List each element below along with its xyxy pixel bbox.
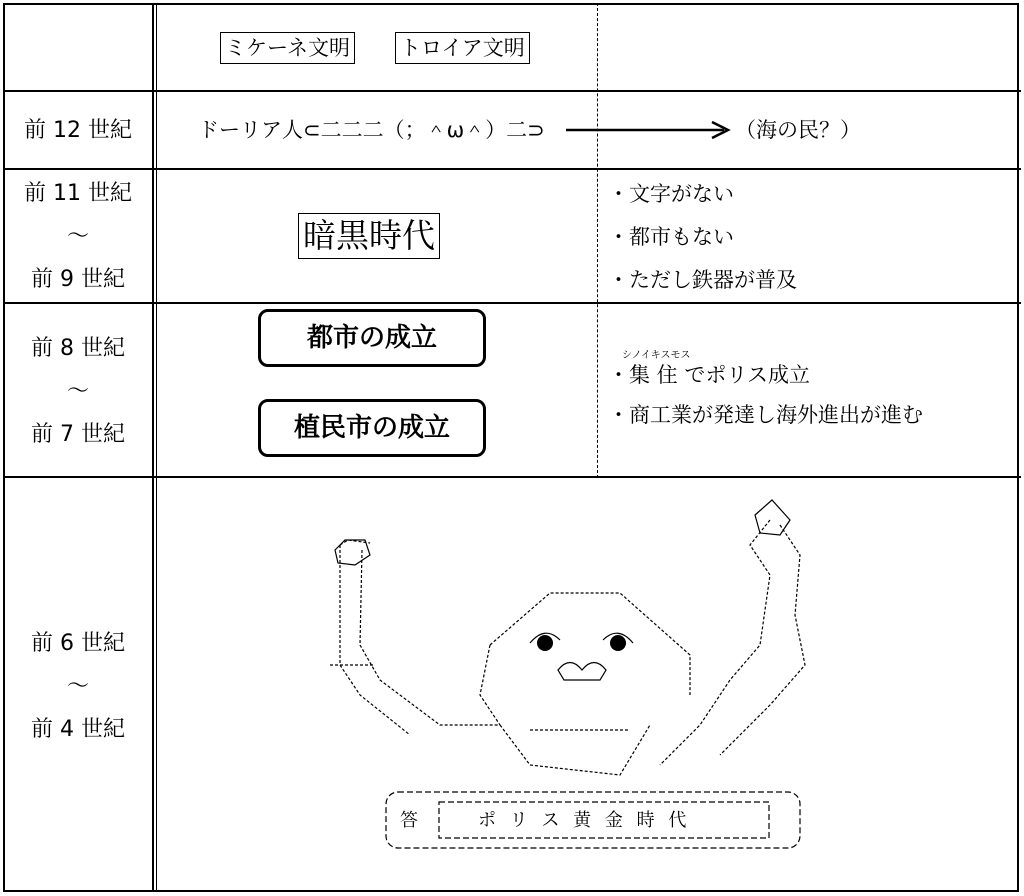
era-tilde: ～ bbox=[66, 379, 89, 404]
dark-age-note-3: ・ただし鉄器が普及 bbox=[608, 268, 797, 292]
cheering-character-art bbox=[300, 495, 860, 795]
polis-formation-text: でポリス成立 bbox=[684, 363, 810, 387]
migration-arrow bbox=[566, 120, 736, 140]
era-label-6c: 前 6 世紀 bbox=[31, 631, 125, 656]
era-label-11c: 前 11 世紀 bbox=[24, 181, 132, 206]
dark-age-note-2: ・都市もない bbox=[608, 225, 734, 249]
row-divider-1 bbox=[3, 90, 1021, 92]
commerce-note: ・商工業が発達し海外進出が進む bbox=[608, 403, 923, 427]
dorian-invasion-text: ドーリア人⊂二二二（；＾ω＾）二⊃ bbox=[198, 118, 545, 142]
synoecism-kanji: 集 住 bbox=[629, 363, 678, 387]
synoecism-note bbox=[608, 362, 810, 388]
colony-formation-box: 植民市の成立 bbox=[258, 399, 486, 457]
banner-label: 答 bbox=[400, 810, 418, 831]
banner-text: ポ リ ス 黄 金 時 代 bbox=[478, 810, 691, 831]
row-divider-2 bbox=[3, 168, 1021, 170]
troy-label: トロイア文明 bbox=[395, 32, 530, 64]
notes-column-divider bbox=[597, 3, 598, 478]
synoecism-ruby: シノイキスモス bbox=[622, 350, 691, 361]
era-label-4c: 前 4 世紀 bbox=[31, 717, 125, 742]
city-formation-box: 都市の成立 bbox=[258, 309, 486, 367]
era-column-divider-inner bbox=[156, 3, 157, 892]
dark-age-title: 暗黒時代 bbox=[298, 213, 440, 259]
era-tilde: ～ bbox=[66, 674, 89, 699]
era-tilde: ～ bbox=[66, 224, 89, 249]
right-eye-icon bbox=[610, 635, 626, 651]
era-label-12c: 前 12 世紀 bbox=[24, 118, 132, 143]
era-label-8c: 前 8 世紀 bbox=[31, 336, 125, 361]
sea-people-text: （海の民？） bbox=[735, 118, 861, 142]
mycenae-label: ミケーネ文明 bbox=[220, 32, 355, 64]
row-divider-3 bbox=[3, 302, 1021, 304]
left-eye-icon bbox=[537, 635, 553, 651]
dark-age-note-1: ・文字がない bbox=[608, 182, 734, 206]
bullet: ・ bbox=[608, 363, 629, 387]
era-label-9c: 前 9 世紀 bbox=[31, 267, 125, 292]
era-label-7c: 前 7 世紀 bbox=[31, 422, 125, 447]
row-divider-4 bbox=[3, 476, 1021, 478]
